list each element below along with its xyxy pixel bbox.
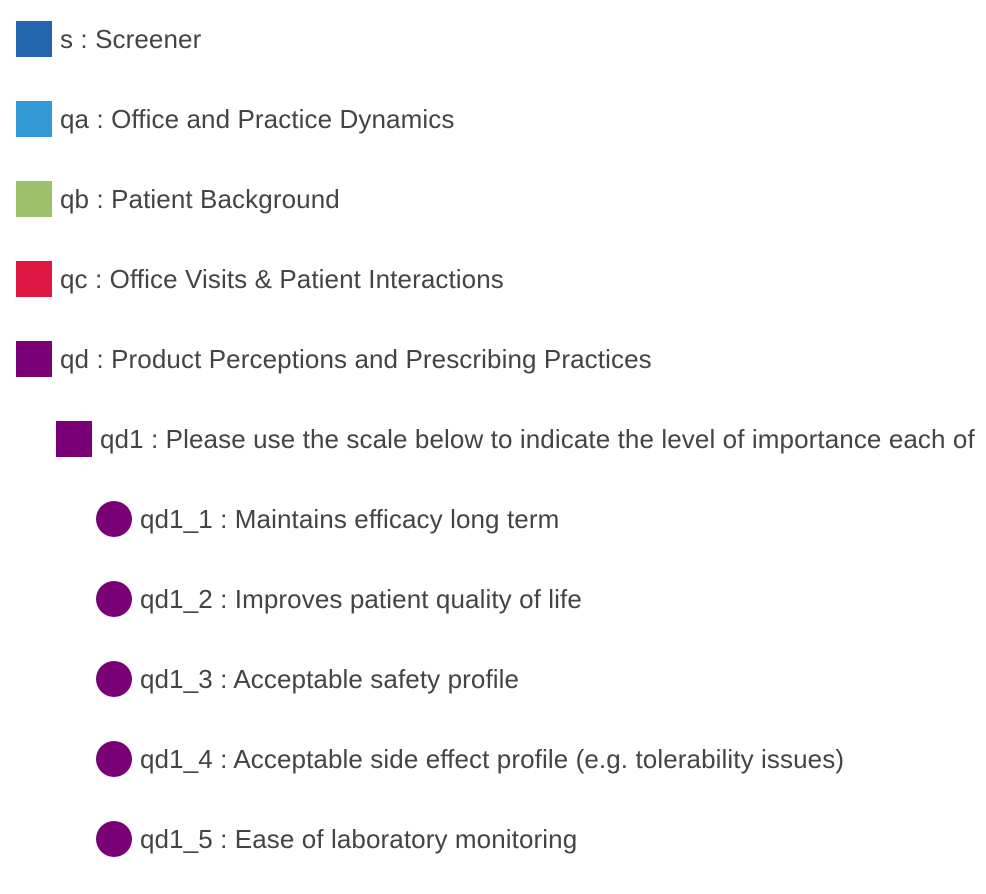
square-swatch-icon [16,341,52,377]
tree-item-label: qd1_4 : Acceptable side effect profile (e.g. tolerability issues) [140,744,845,774]
tree-item-label: qc : Office Visits & Patient Interactions [60,264,504,294]
tree-item-qd1-2[interactable] [96,581,582,617]
tree-item-qd1-5[interactable] [96,821,577,857]
tree-item-qa[interactable] [16,101,454,137]
tree-item-label: qa : Office and Practice Dynamics [60,104,455,134]
tree-item-label: qb : Patient Background [60,184,340,214]
tree-item-s[interactable] [16,21,201,57]
tree-item-qd1-3[interactable] [96,661,519,697]
square-swatch-icon [16,261,52,297]
tree-item-label: qd1_1 : Maintains efficacy long term [140,504,560,534]
tree-item-qd1[interactable] [56,421,975,457]
square-swatch-icon [16,101,52,137]
circle-swatch-icon [96,821,132,857]
tree-item-qd1-1[interactable] [96,501,559,537]
tree-item-label: s : Screener [60,24,202,54]
tree-item-label: qd1_3 : Acceptable safety profile [140,664,520,694]
circle-swatch-icon [96,741,132,777]
square-swatch-icon [56,421,92,457]
tree-item-label: qd1_5 : Ease of laboratory monitoring [140,824,578,854]
tree-item-qd1-4[interactable] [96,741,844,777]
circle-swatch-icon [96,581,132,617]
circle-swatch-icon [96,501,132,537]
tree-item-label: qd1 : Please use the scale below to indicate the level of importance each of [100,424,975,454]
square-swatch-icon [16,21,52,57]
square-swatch-icon [16,181,52,217]
tree-item-qd[interactable] [16,341,652,377]
circle-swatch-icon [96,661,132,697]
tree-item-label: qd : Product Perceptions and Prescribing Practices [60,344,652,374]
tree-item-qc[interactable] [16,261,504,297]
tree-item-qb[interactable] [16,181,340,217]
tree-item-label: qd1_2 : Improves patient quality of life [140,584,582,614]
